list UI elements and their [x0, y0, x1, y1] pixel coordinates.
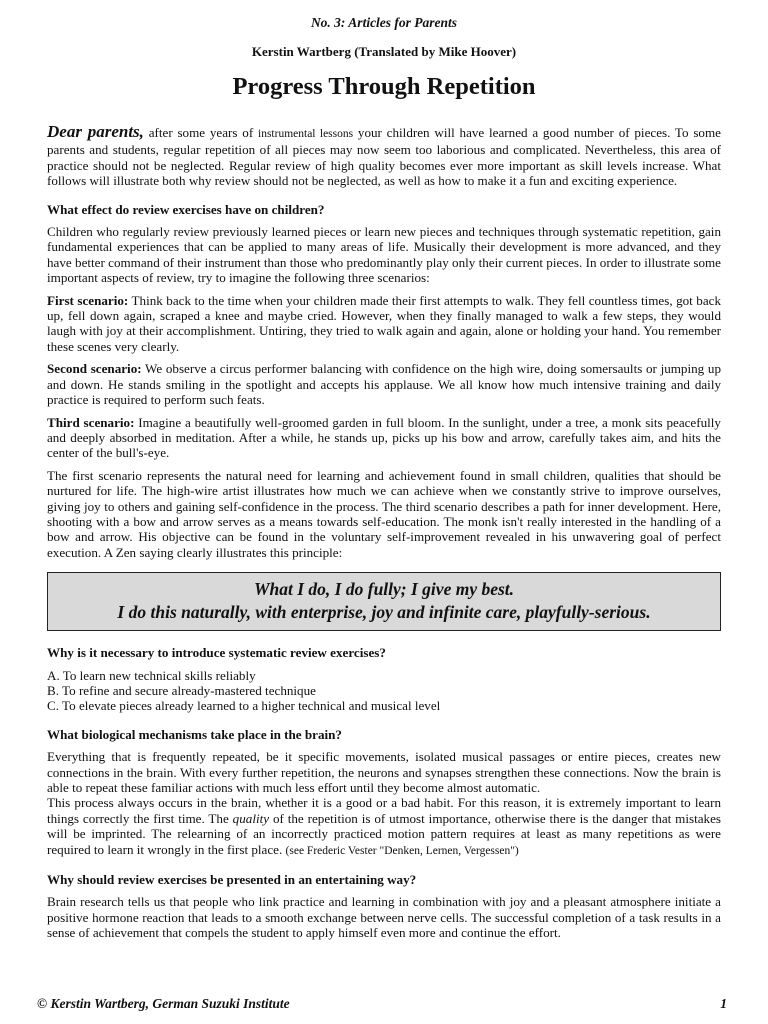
question-entertaining-review: Why should review exercises be presented in an entertaining way?	[47, 872, 417, 888]
list-item: C. To elevate pieces already learned to a higher technical and musical level	[47, 698, 441, 714]
list-item: A. To learn new technical skills reliably	[47, 667, 256, 683]
scenario-2-label: Second scenario:	[47, 361, 142, 377]
zen-quote-line-1: What I do, I do fully; I give my best.	[253, 579, 515, 600]
question-systematic-review: Why is it necessary to introduce systematic review exercises?	[47, 645, 386, 661]
review-effect-paragraph: Children who regularly review previously learned pieces or learn new pieces and techniques through systematic repetition, gain fundamental experiences that can be applied to many areas of life. Musically their development is more advanced, and they have better command of their instrument than those who predominantly play only their current pieces. In order to illustrate some important aspects of review, try to imagine the following three scenarios:	[47, 224, 721, 286]
zen-quote-box	[47, 572, 721, 631]
scenario-1-label: First scenario:	[47, 292, 129, 308]
scenario-1-text: Think back to the time when your children made their first attempts to walk. They fell countless times, got back up, fell down again, scraped a knee and maybe cried. However, when they finally managed to walk a few steps, they would laugh with joy at their accomplishment. Untiring, they tried to walk again and again, alone or holding your hand. You remember these scenes very clearly.	[47, 292, 721, 354]
scenario-1-paragraph	[47, 293, 721, 355]
list-item: B. To refine and secure already-mastered technique	[47, 682, 316, 698]
intro-paragraph	[47, 124, 721, 189]
question-brain-mechanisms: What biological mechanisms take place in the brain?	[47, 726, 342, 742]
series-label: No. 3: Articles for Parents	[310, 15, 458, 30]
salutation: Dear parents,	[47, 122, 144, 141]
article-body	[47, 124, 721, 948]
author-line: Kerstin Wartberg (Translated by Mike Hoover)	[251, 44, 517, 59]
intro-small-phrase: instrumental lessons	[258, 128, 354, 140]
question-review-effect: What effect do review exercises have on children?	[47, 201, 325, 217]
zen-quote-line-2: I do this naturally, with enterprise, joy and infinite care, playfully-serious.	[117, 602, 651, 623]
scenario-3-text: Imagine a beautifully well-groomed garden in full bloom. In the sunlight, under a tree, a monk sits peacefully and deeply absorbed in meditation. After a while, he stands up, picks up his bow and arrow, carefully takes aim, and hits the center of the bull's-eye.	[47, 414, 721, 461]
scenario-summary-paragraph: The first scenario represents the natural need for learning and achievement found in small children, qualities that should be nurtured for life. The high-wire artist illustrates how much we can achieve when we constantly strive to improve ourselves, giving joy to others and gaining self-confidence in the process. The third scenario describes a path for inner development. Here, shooting with a bow and arrow serves as a means towards self-education. The monk isn't really interested in the handling of a bow and arrow. His objective can be found in the voluntary self-improvement revealed in his unwavering goal of perfect execution. A Zen saying clearly illustrates this principle:	[47, 467, 721, 560]
page-title: Progress Through Repetition	[232, 73, 536, 100]
scenario-2-text: We observe a circus performer balancing with confidence on the high wire, doing somersaults or jumping up and down. He stands smiling in the spotlight and accepts his applause. We all know how much intensive training and daily practice is required to perform such feats.	[47, 361, 721, 408]
entertaining-paragraph: Brain research tells us that people who link practice and learning in combination with joy and a pleasant atmosphere initiate a positive hormone reaction that leads to a smooth exchange between nerve cells. The successful completion of a task results in a sense of achievement that compels the student to apply himself even more and continue the effort.	[47, 894, 721, 941]
review-reasons-list	[47, 668, 721, 714]
footer-copyright: © Kerstin Wartberg, German Suzuki Institute	[37, 996, 290, 1011]
page-number: 1	[720, 996, 727, 1011]
quality-word: quality	[232, 810, 270, 826]
scenario-3-label: Third scenario:	[47, 414, 135, 430]
scenario-2-paragraph	[47, 361, 721, 407]
intro-text-2: your children will have learned a good number of pieces. To some parents and students, regular repetition of all pieces may now seem too laborious and complicated. Nevertheless, this area of practice should not be neglected. Regular review of high quality becomes ever more important as skill levels increase. What follows will illustrate both why review should not be neglected, as well as how to make it a fun and exciting experience.	[47, 125, 721, 189]
intro-text-1: after some years of	[143, 125, 258, 140]
citation: (see Frederic Vester "Denken, Lernen, Vergessen")	[285, 844, 519, 857]
brain-paragraph-1: Everything that is frequently repeated, be it specific movements, isolated musical passages or entire pieces, creates new connections in the brain. With every further repetition, the neurons and synapses strengthen these connections. Now the brain is able to repeat these familiar actions with much less effort until they become almost automatic.	[47, 749, 721, 795]
brain-text-b: of the repetition is of utmost importance, otherwise there is the danger that mistakes will be imprinted. The relearning of an incorrectly practiced motion pattern requires at least as many repetitions as were required to learn it wrongly in the first place.	[47, 810, 721, 857]
scenario-3-paragraph	[47, 415, 721, 461]
brain-paragraph-2	[47, 795, 721, 859]
brain-text-a: This process always occurs in the brain, whether it is a good or a bad habit. For this reason, it is extremely important to learn things correctly the first time. The	[47, 795, 721, 826]
